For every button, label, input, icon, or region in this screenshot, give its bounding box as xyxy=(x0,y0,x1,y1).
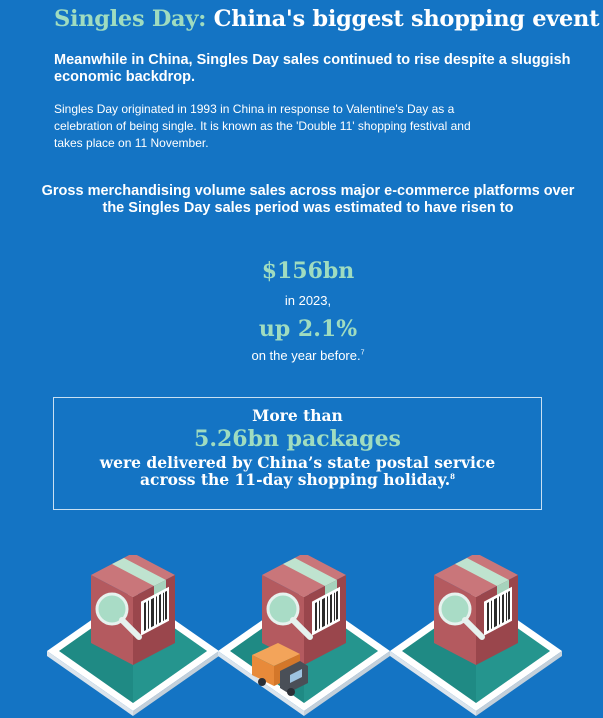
title-accent: Singles Day: xyxy=(54,6,207,32)
packages-amount: 5.26bn packages xyxy=(194,426,401,452)
gmv-comparison: on the year before. xyxy=(251,348,361,363)
packages-line1: More than xyxy=(252,406,343,425)
packages-box xyxy=(53,397,542,510)
gmv-amount: $156bn xyxy=(261,258,355,284)
gmv-year-text: in 2023, xyxy=(284,293,332,308)
tablet-packages-illustration xyxy=(0,555,603,718)
gmv-comparison-line xyxy=(0,348,603,363)
footnote-7: 7 xyxy=(360,349,365,357)
packages-line3b: across the 11-day shopping holiday. xyxy=(140,470,451,489)
page-title xyxy=(54,6,600,32)
packages-line3 xyxy=(54,454,541,488)
footnote-8: 8 xyxy=(450,471,455,481)
tablet-package-icon xyxy=(390,555,562,716)
packages-line3a: were delivered by China’s state postal service xyxy=(99,453,496,472)
intro-body: Singles Day originated in 1993 in China in response to Valentine's Day as a celebration of being single. It is known as the 'Double 11' shopping festival and takes place on 11 November. xyxy=(54,102,471,150)
tablet-package-icon xyxy=(47,555,219,716)
tablet-package-icon xyxy=(218,555,390,716)
title-rest: China's biggest shopping event xyxy=(206,6,600,32)
gmv-growth: up 2.1% xyxy=(258,316,358,342)
gmv-intro-text: Gross merchandising volume sales across major e-commerce platforms over the Singles Day sales period was estimated to have risen to xyxy=(41,183,575,216)
intro-lead: Meanwhile in China, Singles Day sales continued to rise despite a sluggish economic backdrop. xyxy=(54,52,571,85)
